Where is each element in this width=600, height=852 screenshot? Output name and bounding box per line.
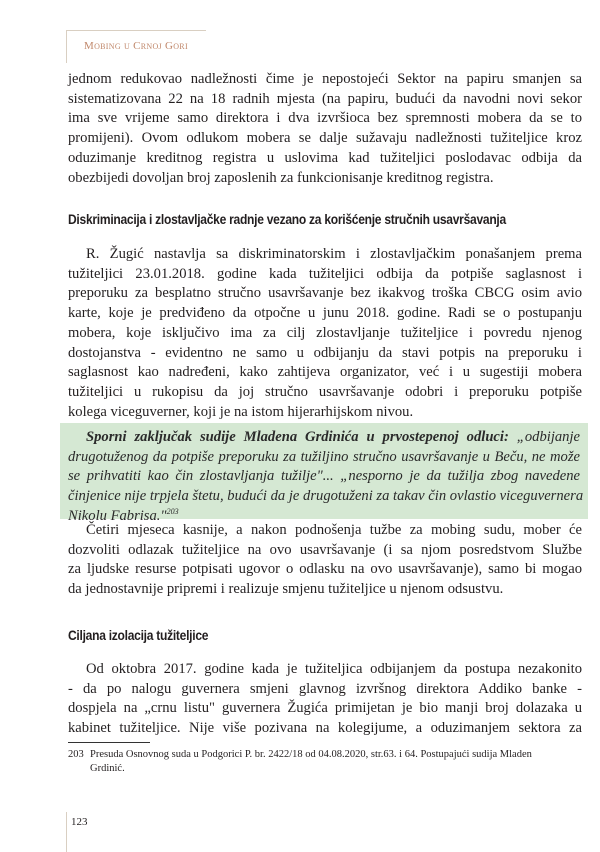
running-title: Mobing u Crnoj Gori [84,40,188,52]
text-line: karte, koje je predviđeno da otpočne u junu 2018. godine. Radi se o postupanju [68,305,582,322]
text-line: dospjela na „crnu listu" guvernera Žugića primijetan je bio manji broj dolazaka u [68,700,582,717]
text-line: mobera, koje isključivo ima za cilj zlostavljanje tužiteljice i povredu njenog [68,324,582,341]
text-line: - da po nalogu guvernera smjeni glavnog izvršnog direktora Addiko banke - [68,680,582,697]
text-line: obezbijedi dovoljan broj zaposlenih za funkcionisanje kreditnog registra. [68,169,494,186]
quote-lead: Sporni zaključak sudije Mladena Grdinića u prvostepenoj odluci: [86,429,509,445]
paragraph-3 [68,521,582,600]
footnote-ref[interactable]: 203 [166,506,179,516]
text-line: dozvoliti odlazak tužiteljice na ovo usavršavanje (i sa njom posredstvom Službe [68,541,582,558]
text-line: ima sve vrijeme samo direktora i dva izvršioca bez spremnosti mobera da se to [68,110,582,127]
text-line: da jednostavnije pripremi i realizuje smjenu tužiteljice u njenom odsustvu. [68,581,504,598]
footnote-rule [68,742,150,743]
text-line: tužiteljici 23.01.2018. godine kada tužiteljici odbija da potpiše saglasnost i [68,265,582,282]
text-line: kolega viceguverner, koji je na istom hijerarhijskom nivou. [68,403,414,420]
footnote-number: 203 [68,749,84,760]
text-line: R. Žugić nastavlja sa diskriminatorskim i zlostavljačkim ponašanjem prema [86,246,582,262]
text-line: dostojanstva - evidentno ne samo u odbijanju da stavi potpis na preporuku i [68,344,582,361]
page-number-rule [66,812,67,852]
text-line: za ljudske resurse potpisati ugovor o odlasku na ovo usavršavanje), samo bi mogao [68,561,582,578]
text-line: promijeni). Ovom odlukom mobera se dalje sužavaju nadležnosti tužiteljice kroz [68,130,582,147]
section-heading-2: Ciljana izolacija tužiteljice [68,628,209,643]
quote-text [68,428,584,527]
quote-line: drugotuženog da potpiše preporuku za tužiljino stručno usavršavanje u Beču, ne može [68,448,580,465]
paragraph-4 [68,660,582,739]
text-line: preporuku za besplatno stručno usavršavanje bez ikakvog troška CBCG osim avio [68,285,582,302]
court-quote-box [60,423,588,524]
section-heading-1: Diskriminacija i zlostavljačke radnje vezano za korišćenje stručnih usavršavanja [68,212,506,227]
text-line: sistematizovana 22 na 18 radnih mjesta (na papiru, budući da navodni novi sekor [68,90,582,107]
footnote-text: Presuda Osnovnog suda u Podgorici P. br. 2422/18 od 04.08.2020, str.63. i 64. Postupajući sudija Mladen Grdinić. [90,749,532,774]
text-line: oduzimanje kreditnog registra u uslovima kad tužiteljici poslodavac odbija da [68,149,582,166]
text-line: Od oktobra 2017. godine kada je tužiteljica odbijanjem da postupa nezakonito [86,661,582,677]
paragraph-1 [68,70,582,188]
quote-line [68,428,580,448]
text-line: Četiri mjeseca kasnije, a nakon podnošenja tužbe za mobing sudu, mober će [86,522,582,538]
header-rule [66,30,206,31]
quote-first-rest: „odbijanje [508,429,580,445]
text-line: kabinet tužiteljice. Nije više pozivana na kolegijume, a oduzimanjem sektora za [68,720,582,737]
text-line: jednom redukovao nadležnosti čime je nepostojeći Sektor na papiru smanjen sa [68,71,582,87]
header-rule-vertical [66,30,67,63]
page-number: 123 [71,816,88,828]
quote-last: Nikolu Fabrisa." [68,507,167,524]
quote-line: se prihvatiti kao čin zlostavljanja tužilje"... „nesporno je da tužilja zbog navedene [68,468,580,485]
text-line: saglasnost kao nadređeni, kako zahtijeva organizator, već i u sugestiji mobera [68,364,582,381]
quote-line: činjenice nije trpjela štetu, budući da je drugotuženi za takav čin ovlastio viceguvernera [68,488,584,505]
text-line: tužiteljici u rukopisu da joj stručno usavršavanje odobri i preporuku potpiše [68,383,582,400]
paragraph-2 [68,245,582,422]
